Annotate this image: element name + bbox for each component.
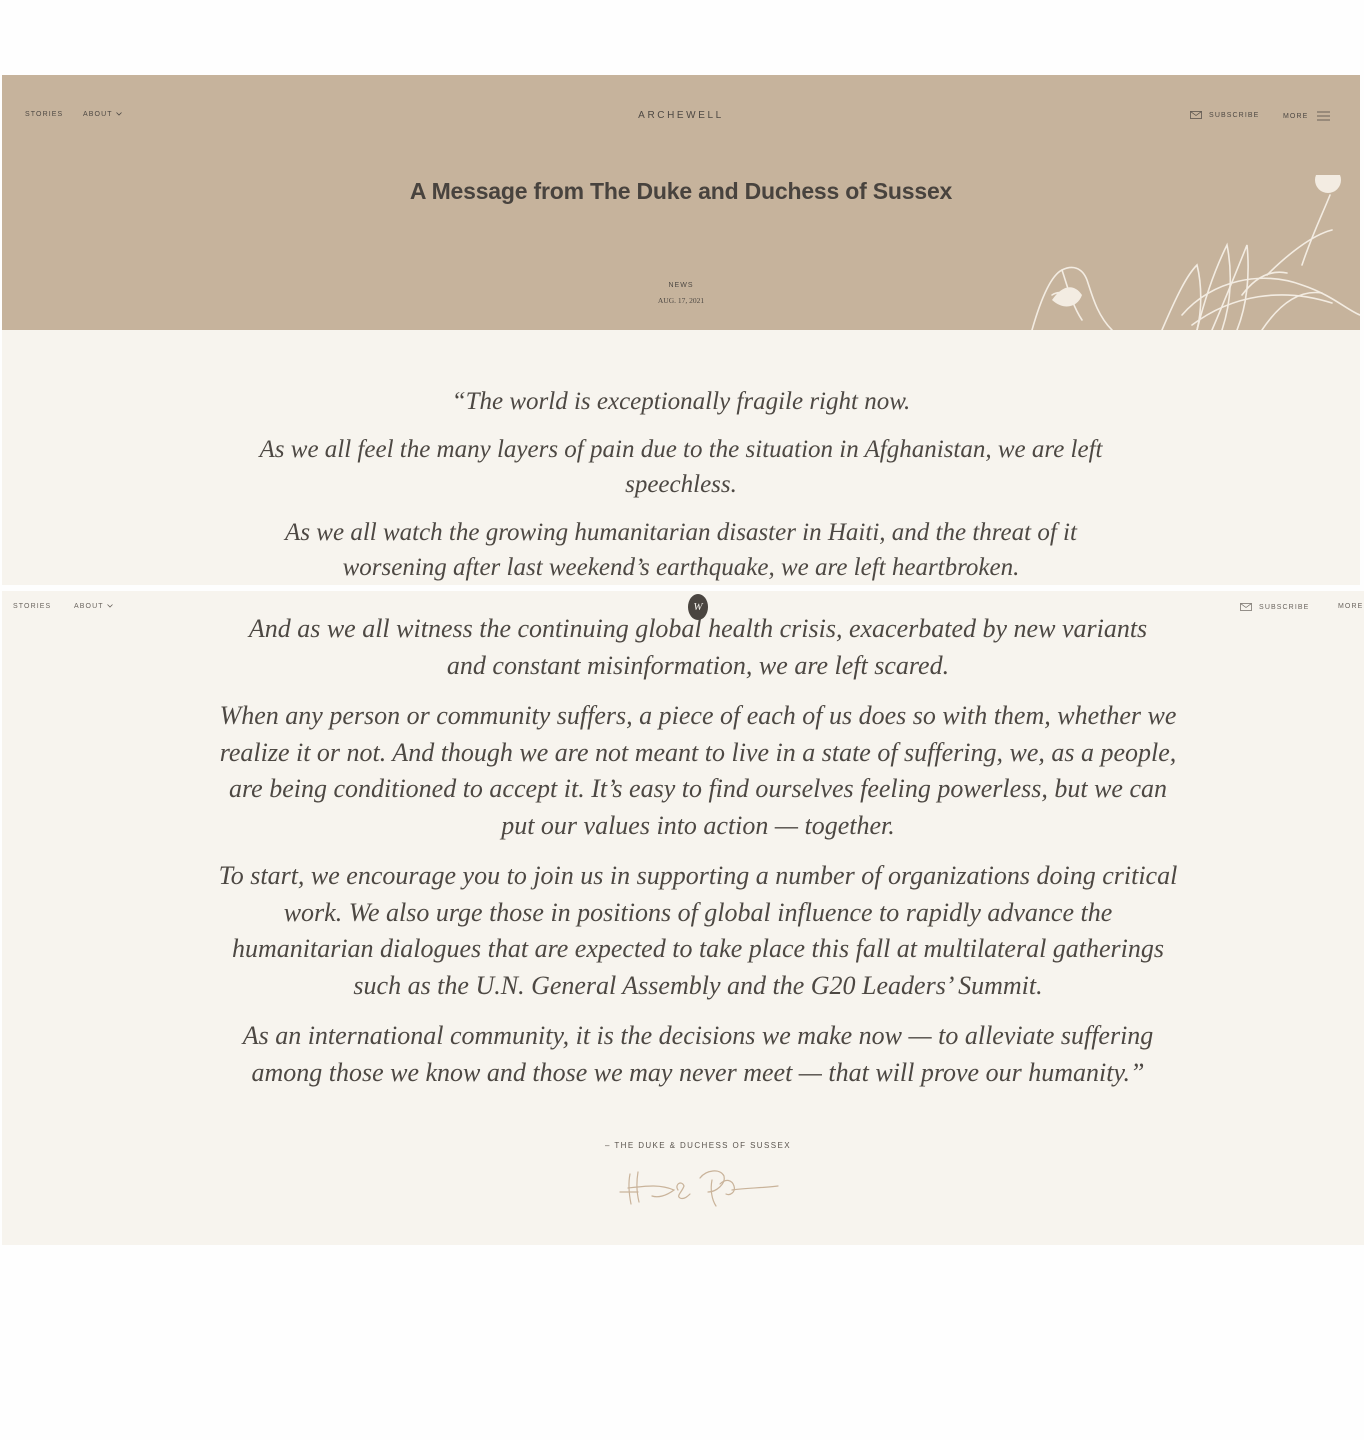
mail-icon (1190, 111, 1202, 119)
signature-image (616, 1166, 786, 1211)
sticky-subscribe-link[interactable] (1240, 603, 1309, 611)
top-capture (2, 75, 1360, 585)
hamburger-menu-icon (1317, 111, 1330, 121)
quote-attribution: – THE DUKE & DUCHESS OF SUSSEX (605, 1141, 791, 1150)
quote-bottom (2, 611, 1364, 1091)
quote-paragraph: When any person or community suffers, a piece of each of us does so with them, whether we realize it or not. And though we are not meant to live in a state of suffering, we, as a people, are being conditioned to accept it. It’s easy to find ourselves feeling powerless, but we can put our values into action — together. (219, 701, 1177, 840)
sticky-nav-about-label: ABOUT (74, 603, 104, 610)
quote-paragraph: As we all watch the growing humanitarian disaster in Haiti, and the threat of it worsening after last weekend’s earthquake, we are left heartbroken. (285, 519, 1077, 581)
more-label: MORE (1283, 112, 1309, 120)
more-menu-button[interactable] (1283, 111, 1330, 121)
sticky-nav-stories-link[interactable]: STORIES (13, 603, 52, 610)
subscribe-link[interactable] (1190, 111, 1259, 119)
subscribe-label: SUBSCRIBE (1209, 111, 1260, 119)
chevron-down-icon (107, 604, 113, 608)
quote-paragraph: And as we all witness the continuing global health crisis, exacerbated by new variants and constant misinformation, we are left scared. (248, 614, 1148, 680)
mail-icon (1240, 603, 1252, 611)
bottom-capture (2, 591, 1364, 1245)
category-label[interactable]: NEWS (668, 282, 694, 289)
nav-about-label: ABOUT (83, 111, 113, 118)
sticky-subscribe-label: SUBSCRIBE (1259, 603, 1310, 611)
sticky-more-menu-button[interactable]: MORE (1338, 603, 1364, 610)
brand-logo[interactable]: ARCHEWELL (638, 110, 724, 121)
publish-date: AUG. 17, 2021 (657, 296, 705, 305)
floral-illustration (1012, 175, 1360, 330)
nav-stories-link[interactable]: STORIES (25, 111, 64, 118)
quote-paragraph: To start, we encourage you to join us in supporting a number of organizations doing critical work. We also urge those in positions of global influence to rapidly advance the humanitarian dialogues that are expected to take place this fall at multilateral gatherings such as the U.N. General Assembly and the G20 Leaders’ Summit. (218, 861, 1178, 1000)
archewell-logo-badge[interactable]: W (688, 594, 708, 620)
quote-top (2, 384, 1360, 585)
quote-paragraph: As an international community, it is the decisions we make now — to alleviate suffering among those we know and those we may never meet — that will prove our humanity.” (242, 1021, 1154, 1087)
hero-header (2, 75, 1360, 330)
page-title: A Message from The Duke and Duchess of Sussex (409, 178, 953, 204)
sticky-nav-about-link[interactable] (74, 603, 113, 610)
quote-paragraph: As we all feel the many layers of pain due to the situation in Afghanistan, we are left speechless. (259, 436, 1103, 498)
quote-paragraph: “The world is exceptionally fragile right now. (451, 388, 911, 415)
